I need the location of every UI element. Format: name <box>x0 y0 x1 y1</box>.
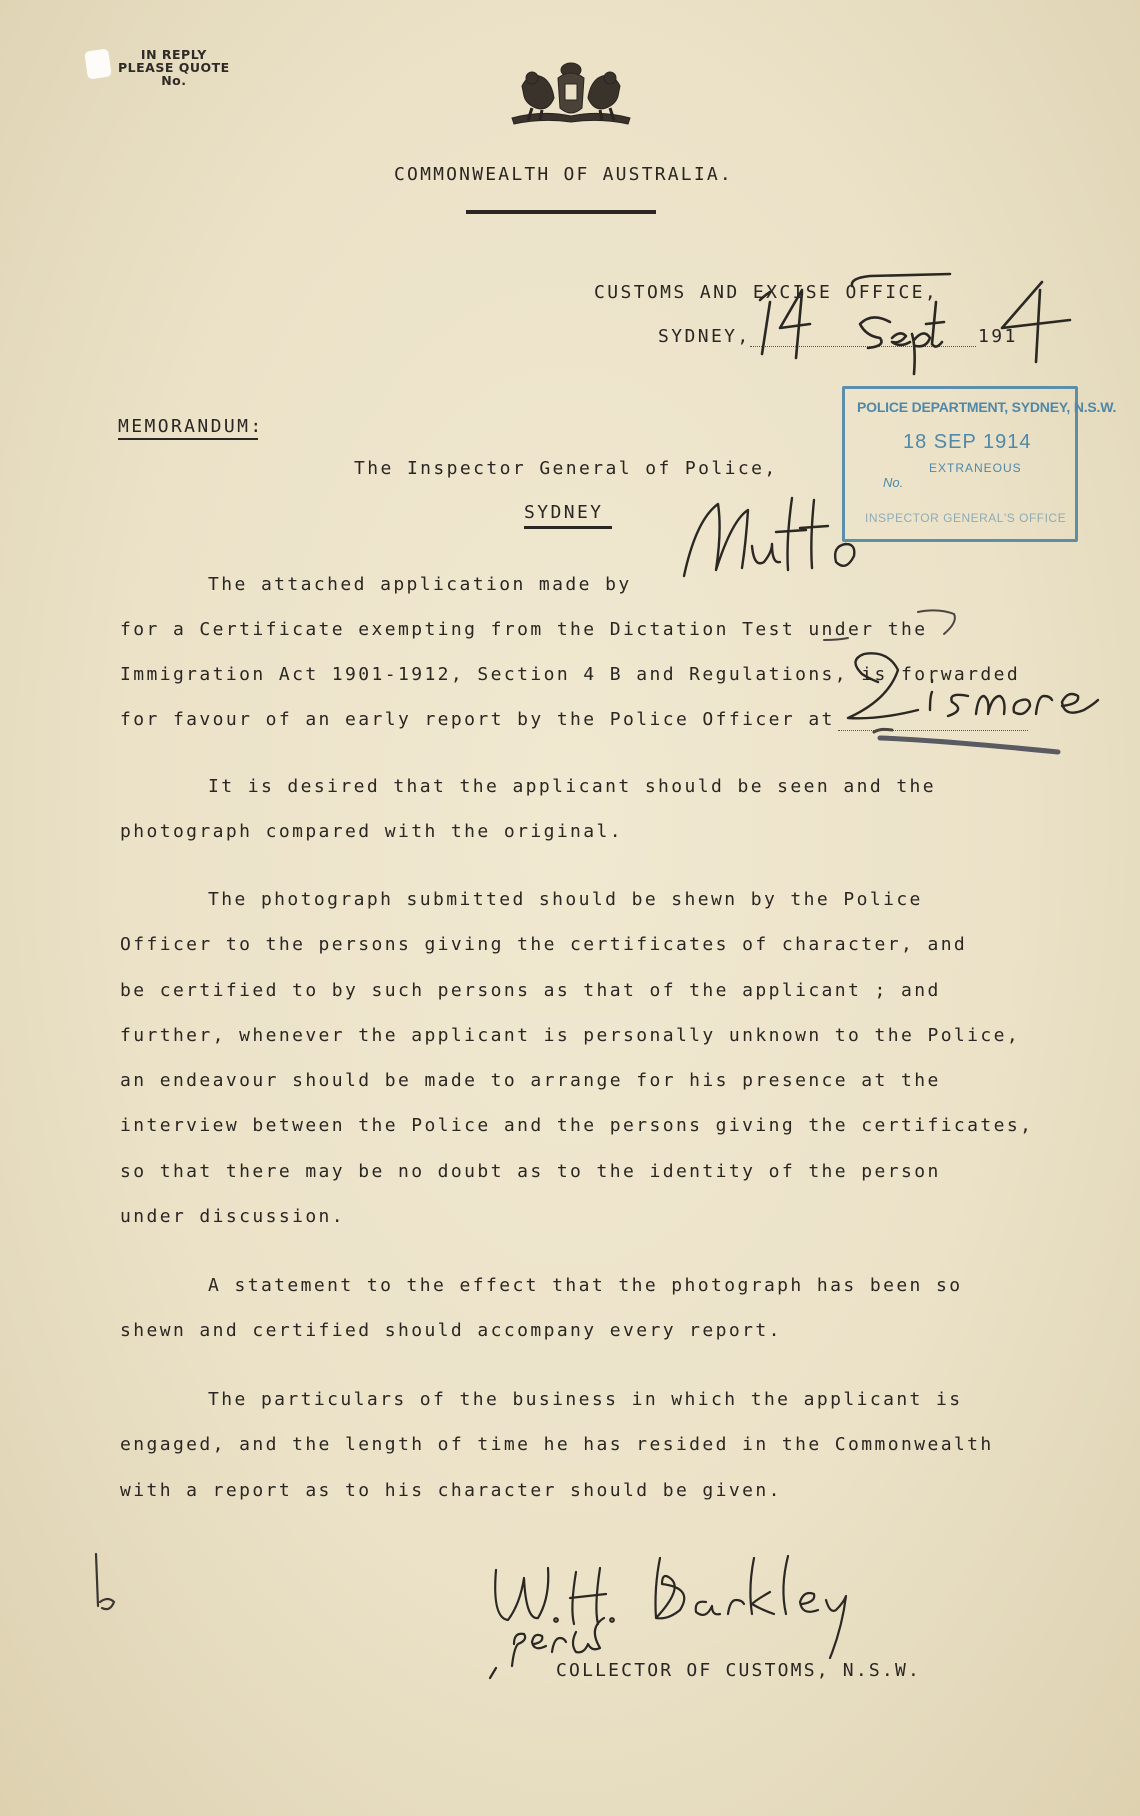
heading-underline <box>466 210 656 214</box>
handwritten-signature <box>484 1548 904 1678</box>
body-p5-line1: The particulars of the business in which the applicant is <box>208 1389 963 1410</box>
handwritten-date <box>740 262 1090 374</box>
stamp-date: 18 SEP 1914 <box>903 431 1032 453</box>
body-p5-line2: engaged, and the length of time he has resided in the Commonwealth <box>120 1434 994 1455</box>
handwritten-location <box>818 600 1100 760</box>
office-title: CUSTOMS AND EXCISE OFFICE, <box>594 282 939 303</box>
body-p3-line5: an endeavour should be made to arrange for his presence at the <box>120 1070 941 1091</box>
body-p4-line2: shewn and certified should accompany every report. <box>120 1320 782 1341</box>
stamp-header: POLICE DEPARTMENT, SYDNEY, N.S.W. <box>857 399 1117 415</box>
body-p3-line6: interview between the Police and the persons giving the certificates, <box>120 1115 1034 1136</box>
stamp-category: EXTRANEOUS <box>929 461 1022 475</box>
body-p3-line7: so that there may be no doubt as to the identity of the person <box>120 1161 941 1182</box>
memorandum-label: MEMORANDUM: <box>118 416 264 437</box>
body-p3-line8: under discussion. <box>120 1206 346 1227</box>
body-p1-line3: Immigration Act 1901-1912, Section 4 B and Regulations, is forwarded <box>120 664 1021 685</box>
body-p3-line4: further, whenever the applicant is personally unknown to the Police, <box>120 1025 1021 1046</box>
body-p5-line3: with a report as to his character should be given. <box>120 1480 782 1501</box>
addressee-city-underline <box>524 526 612 529</box>
body-p2-line2: photograph compared with the original. <box>120 821 624 842</box>
stamp-number-label: No. <box>883 475 904 490</box>
coat-of-arms-crest <box>502 56 640 128</box>
body-p1-line1: The attached application made by <box>208 574 632 595</box>
margin-pencil-mark <box>86 1550 126 1620</box>
body-p3-line1: The photograph submitted should be shewn by the Police <box>208 889 923 910</box>
addressee-line-1: The Inspector General of Police, <box>354 458 778 479</box>
city-label: SYDNEY, <box>658 326 751 347</box>
handwritten-applicant-name <box>676 490 876 590</box>
year-prefix: 191 <box>978 326 1018 347</box>
body-p3-line3: be certified to by such persons as that of the applicant ; and <box>120 980 941 1001</box>
memorandum-underline <box>118 438 258 440</box>
body-p4-line1: A statement to the effect that the photograph has been so <box>208 1275 963 1296</box>
police-department-stamp <box>842 386 1117 542</box>
reply-line-2: PLEASE QUOTE <box>118 60 230 75</box>
stamp-office: INSPECTOR GENERAL'S OFFICE <box>865 511 1067 525</box>
commonwealth-heading: COMMONWEALTH OF AUSTRALIA. <box>394 164 733 185</box>
reply-quote-box <box>118 48 230 87</box>
body-p1-line4: for favour of an early report by the Police Officer at <box>120 709 835 730</box>
body-p1-line2: for a Certificate exempting from the Dictation Test under the <box>120 619 928 640</box>
addressee-city: SYDNEY <box>524 502 604 523</box>
body-p2-line1: It is desired that the applicant should be seen and the <box>208 776 937 797</box>
body-p3-line2: Officer to the persons giving the certificates of character, and <box>120 934 968 955</box>
reply-line-3: No. <box>161 73 187 88</box>
paper-tab <box>84 48 112 79</box>
reply-line-1: IN REPLY <box>140 47 207 62</box>
signatory-title: COLLECTOR OF CUSTOMS, N.S.W. <box>556 1660 922 1681</box>
